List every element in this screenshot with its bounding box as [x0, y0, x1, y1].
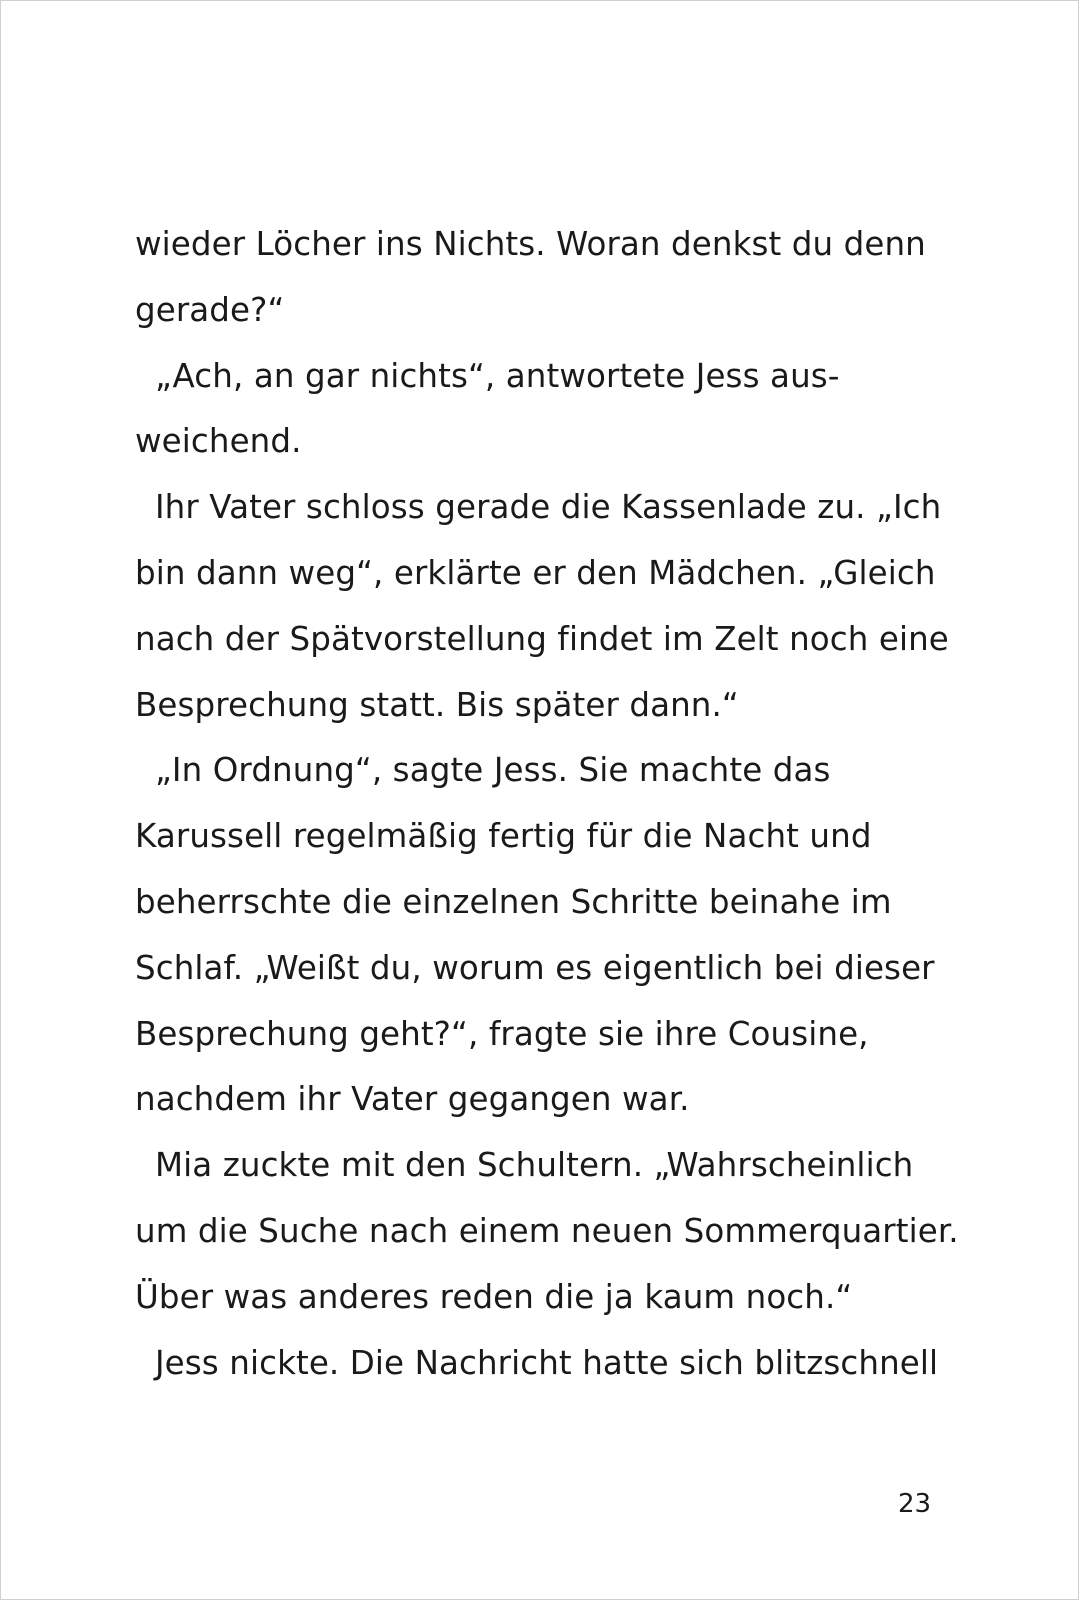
- text-line: Karussell regelmäßig fertig für die Nacht und: [135, 817, 872, 856]
- text-line: beherrschte die einzelnen Schritte beinahe im: [135, 882, 892, 921]
- body-text: [135, 212, 959, 1396]
- text-line: „In Ordnung“, sagte Jess. Sie machte das: [155, 751, 831, 790]
- text-line: „Ach, an gar nichts“, antwortete Jess aus-: [155, 356, 840, 395]
- text-line: Besprechung geht?“, fragte sie ihre Cousine,: [135, 1014, 869, 1053]
- text-line: um die Suche nach einem neuen Sommerquartier.: [135, 1211, 959, 1250]
- page-number: 23: [898, 1489, 932, 1519]
- text-line: gerade?“: [135, 290, 285, 329]
- text-line: Über was anderes reden die ja kaum noch.“: [135, 1277, 853, 1316]
- text-line: Besprechung statt. Bis später dann.“: [135, 685, 739, 724]
- text-line: bin dann weg“, erklärte er den Mädchen. „Gleich: [135, 553, 936, 592]
- text-line: wieder Löcher ins Nichts. Woran denkst du denn: [135, 225, 926, 263]
- text-line: Schlaf. „Weißt du, worum es eigentlich bei dieser: [135, 948, 935, 987]
- text-line: Mia zuckte mit den Schultern. „Wahrscheinlich: [155, 1146, 914, 1185]
- text-line: weichend.: [135, 422, 302, 461]
- text-line: Ihr Vater schloss gerade die Kassenlade zu. „Ich: [155, 488, 942, 527]
- text-line: nachdem ihr Vater gegangen war.: [135, 1080, 690, 1119]
- text-line: nach der Spätvorstellung findet im Zelt noch eine: [135, 619, 949, 658]
- text-line: Jess nickte. Die Nachricht hatte sich blitzschnell: [155, 1343, 939, 1382]
